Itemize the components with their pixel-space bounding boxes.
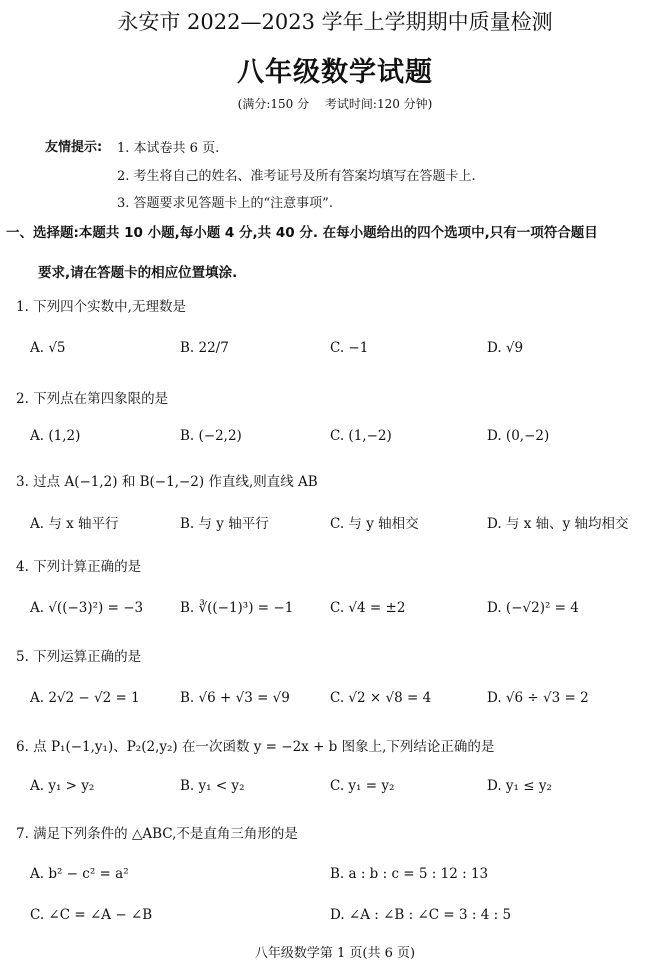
tip-item: 3. 答题要求见答题卡上的“注意事项”. <box>117 196 333 211</box>
tips-label: 友情提示: <box>45 140 103 155</box>
option-c: C. y₁ = y₂ <box>330 778 395 794</box>
option-b: B. 与 y 轴平行 <box>180 516 269 532</box>
option-d: D. (0,−2) <box>487 428 550 444</box>
option-d: D. 与 x 轴、y 轴均相交 <box>487 516 629 532</box>
option-b: B. ∛((−1)³) = −1 <box>180 600 294 616</box>
question-stem: 1. 下列四个实数中,无理数是 <box>16 299 186 315</box>
option-d: D. √9 <box>487 340 524 356</box>
option-b: B. y₁ < y₂ <box>180 778 245 794</box>
question-stem: 6. 点 P₁(−1,y₁)、P₂(2,y₂) 在一次函数 y = −2x + b 图象上,下列结论正确的是 <box>16 739 495 755</box>
option-c: C. √4 = ±2 <box>330 600 406 616</box>
option-a: A. b² − c² = a² <box>30 866 129 882</box>
option-c: C. 与 y 轴相交 <box>330 516 419 532</box>
option-a: A. 与 x 轴平行 <box>30 516 119 532</box>
option-a: A. √5 <box>30 340 66 356</box>
option-a: A. √((−3)²) = −3 <box>30 600 144 616</box>
option-c: C. ∠C = ∠A − ∠B <box>30 907 153 923</box>
question-stem: 2. 下列点在第四象限的是 <box>16 391 169 407</box>
option-d: D. √6 ÷ √3 = 2 <box>487 690 589 706</box>
question-stem: 3. 过点 A(−1,2) 和 B(−1,−2) 作直线,则直线 AB <box>16 474 318 490</box>
tip-item: 1. 本试卷共 6 页. <box>117 141 220 156</box>
section-heading-cont: 要求,请在答题卡的相应位置填涂. <box>38 265 238 281</box>
question-stem: 7. 满足下列条件的 △ABC,不是直角三角形的是 <box>16 826 298 842</box>
page-footer: 八年级数学第 1 页(共 6 页) <box>254 946 416 961</box>
question-stem: 4. 下列计算正确的是 <box>16 559 142 575</box>
option-a: A. y₁ > y₂ <box>30 778 95 794</box>
option-a: A. 2√2 − √2 = 1 <box>30 690 140 706</box>
exam-meta: (满分:150 分 考试时间:120 分钟) <box>237 97 433 111</box>
option-d: D. ∠A : ∠B : ∠C = 3 : 4 : 5 <box>330 907 512 923</box>
option-d: D. (−√2)² = 4 <box>487 600 579 616</box>
option-c: C. √2 × √8 = 4 <box>330 690 432 706</box>
option-b: B. √6 + √3 = √9 <box>180 690 290 706</box>
option-c: C. −1 <box>330 340 369 356</box>
section-heading: 一、选择题:本题共 10 小题,每小题 4 分,共 40 分. 在每小题给出的四个选项中,只有一项符合题目 <box>6 225 598 241</box>
option-b: B. (−2,2) <box>180 428 242 444</box>
option-b: B. 22/7 <box>180 340 229 356</box>
option-b: B. a : b : c = 5 : 12 : 13 <box>330 866 489 882</box>
question-stem: 5. 下列运算正确的是 <box>16 649 142 665</box>
option-a: A. (1,2) <box>30 428 81 444</box>
option-c: C. (1,−2) <box>330 428 392 444</box>
option-d: D. y₁ ≤ y₂ <box>487 778 552 794</box>
tip-item: 2. 考生将自己的姓名、准考证号及所有答案均填写在答题卡上. <box>117 169 476 184</box>
exam-title: 永安市 2022—2023 学年上学期期中质量检测 <box>117 10 553 34</box>
subject-title: 八年级数学试题 <box>237 57 433 88</box>
